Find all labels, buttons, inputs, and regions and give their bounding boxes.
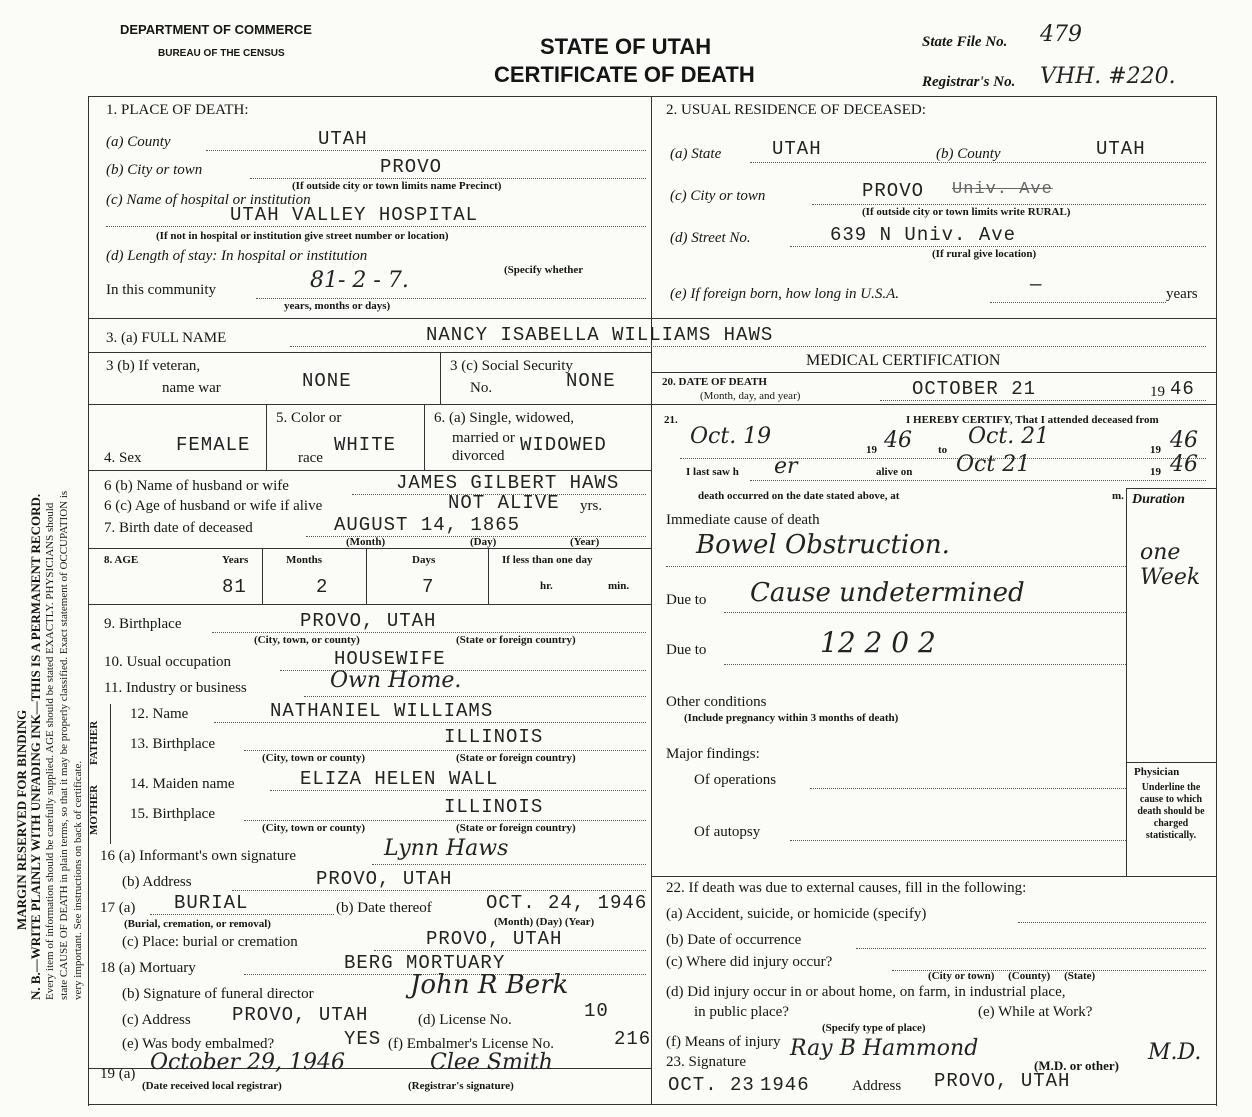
physician-label: Physician <box>1134 766 1180 778</box>
med-divider-1 <box>651 372 1216 373</box>
row-divider-3 <box>88 404 651 405</box>
external-d2-label: in public place? <box>694 1004 789 1020</box>
last-saw-label: I last saw h <box>686 466 739 478</box>
foreign-value: — <box>1030 274 1043 296</box>
dod-19: 19 <box>1150 384 1165 400</box>
state-title: STATE OF UTAH <box>540 34 712 59</box>
res-county-value: UTAH <box>1096 138 1146 160</box>
med-divider-3 <box>651 876 1216 877</box>
immediate-cause-value: Bowel Obstruction. <box>696 530 950 560</box>
county-label: (a) County <box>106 134 171 150</box>
external-b-line <box>856 948 1206 949</box>
hospital-note: (If not in hospital or institution give street number or location) <box>156 230 449 242</box>
margin-note-line3: state CAUSE OF DEATH in plain terms, so that it may be properly classified. Exact statement of OCCUPATION is <box>58 490 70 1000</box>
birth-year-note: (Year) <box>570 536 600 548</box>
res-city-note: (If outside city or town limits write RURAL) <box>862 206 1071 218</box>
birth-label: 7. Birth date of deceased <box>104 520 253 536</box>
foreign-label: (e) If foreign born, how long in U.S.A. <box>670 286 900 302</box>
res-state-label: (a) State <box>670 146 722 162</box>
burial-value: BURIAL <box>174 892 249 914</box>
frame-top <box>88 96 1216 97</box>
last-saw-hand: er <box>774 454 798 479</box>
funeral-director-signature: John R Berk <box>410 970 569 1000</box>
physician-signature: Ray B Hammond <box>790 1036 979 1061</box>
autopsy-label: Of autopsy <box>694 824 761 840</box>
res-street-line <box>790 246 1206 247</box>
birthplace-value: PROVO, UTAH <box>300 610 437 632</box>
mother-bp-value: ILLINOIS <box>444 796 544 818</box>
burial-place-label: (c) Place: burial or cremation <box>122 934 298 950</box>
spouse-age-label: 6 (c) Age of husband or wife if alive <box>104 498 323 514</box>
birthplace-note1: (City, town, or county) <box>254 634 360 646</box>
foreign-line <box>990 302 1166 303</box>
burial-label: 17 (a) <box>100 900 136 916</box>
birthplace-line <box>212 632 646 633</box>
hospital-label: (c) Name of hospital or institution <box>106 192 311 208</box>
industry-line <box>304 696 646 697</box>
informant-label: 16 (a) Informant's own signature <box>100 848 296 864</box>
age-months-label: Months <box>286 554 323 566</box>
mortuary-addr-value: PROVO, UTAH <box>232 1004 369 1026</box>
hr-label: hr. <box>540 580 553 592</box>
due-to-1-value: Cause undetermined <box>750 578 1025 608</box>
mother-name-label: 14. Maiden name <box>130 776 235 792</box>
occurred-label: death occurred on the date stated above, at <box>698 490 900 502</box>
age-days-label: Days <box>412 554 436 566</box>
license-label: (d) License No. <box>418 1012 512 1028</box>
res-city-line <box>812 204 1206 205</box>
birth-month-note: (Month) <box>346 536 386 548</box>
community-label: In this community <box>106 282 216 298</box>
row-divider-6 <box>88 604 651 605</box>
race-label: race <box>298 450 323 466</box>
spouse-name-value: JAMES GILBERT HAWS <box>396 472 620 494</box>
full-name-value: NANCY ISABELLA WILLIAMS HAWS <box>426 324 774 346</box>
mortuary-addr-label: (c) Address <box>122 1012 191 1028</box>
father-name-label: 12. Name <box>130 706 189 722</box>
cert-num: 21. <box>664 414 678 426</box>
informant-addr-value: PROVO, UTAH <box>316 868 453 890</box>
father-side-label: FATHER <box>88 720 100 765</box>
from-19: 19 <box>866 444 877 456</box>
color-value: WHITE <box>334 434 397 456</box>
md-hand: M.D. <box>1148 1040 1202 1065</box>
informant-signature: Lynn Haws <box>384 836 509 861</box>
res-street-note: (If rural give location) <box>932 248 1037 260</box>
physician-addr-value: PROVO, UTAH <box>934 1070 1071 1092</box>
yrs-label: yrs. <box>580 498 603 514</box>
informant-addr-label: (b) Address <box>122 874 192 890</box>
external-c-note: (City or town) (County) (State) <box>928 970 1096 982</box>
row-divider-4 <box>88 470 651 471</box>
age-months-value: 2 <box>316 576 329 598</box>
father-name-line <box>214 722 646 723</box>
frame-right <box>1216 96 1217 1106</box>
dod-note: (Month, day, and year) <box>700 390 801 402</box>
spouse-name-label: 6 (b) Name of husband or wife <box>104 478 289 494</box>
last-saw-year: 46 <box>1170 452 1198 477</box>
registrar-number: VHH. #220. <box>1040 64 1176 89</box>
frame-bottom <box>88 1104 1216 1105</box>
occupation-label: 10. Usual occupation <box>104 654 232 670</box>
operations-line <box>810 788 1126 789</box>
embalmer-license-value: 216 <box>614 1028 652 1050</box>
external-a-label: (a) Accident, suicide, or homicide (specify) <box>666 906 927 922</box>
saw-19: 19 <box>1150 466 1161 478</box>
community-value: 81- 2 - 7. <box>310 268 409 293</box>
age-col-divider3 <box>488 548 489 604</box>
external-a-line <box>1018 922 1206 923</box>
frame-left <box>88 96 89 1106</box>
attended-to-year: 46 <box>1170 428 1198 453</box>
community-line <box>256 298 646 299</box>
state-file-number: 479 <box>1040 22 1082 47</box>
mother-side-label: MOTHER <box>88 784 100 835</box>
age-col-divider2 <box>366 548 367 604</box>
due2-line <box>724 664 1126 665</box>
full-name-line <box>290 346 1206 347</box>
autopsy-line <box>790 840 1126 841</box>
father-bp-line <box>244 750 646 751</box>
min-label: min. <box>608 580 630 592</box>
due-to-1-label: Due to <box>666 592 707 608</box>
license-value: 10 <box>584 1000 609 1022</box>
major-findings-label: Major findings: <box>666 746 760 762</box>
other-conditions-note: (Include pregnancy within 3 months of death) <box>684 712 899 724</box>
other-conditions-label: Other conditions <box>666 694 767 710</box>
occupation-value: HOUSEWIFE <box>334 648 446 670</box>
alive-on-label: alive on <box>876 466 913 478</box>
ss-no-label: No. <box>470 380 493 396</box>
row-divider-1 <box>88 318 1216 319</box>
attended-from-year: 46 <box>884 428 912 453</box>
margin-note-line1: N. B.—WRITE PLAINLY WITH UNFADING INK—THIS IS A PERMANENT RECORD. <box>28 493 43 1000</box>
birth-day-note: (Day) <box>470 536 497 548</box>
physician-sig-label: 23. Signature <box>666 1054 746 1070</box>
registrar-note2: (Registrar's signature) <box>408 1080 514 1092</box>
community-note: years, months or days) <box>284 300 391 312</box>
external-heading: 22. If death was due to external causes, fill in the following: <box>666 880 1027 896</box>
cert-text: I HEREBY CERTIFY, That I attended deceased from <box>906 414 1159 426</box>
veteran-label: 3 (b) If veteran, <box>106 358 201 374</box>
due1-line <box>724 612 1126 613</box>
attended-from: Oct. 19 <box>690 424 772 449</box>
state-file-label: State File No. <box>922 34 1008 50</box>
res-city-struck: Univ. Ave <box>952 180 1053 199</box>
external-e-label: (e) While at Work? <box>978 1004 1093 1020</box>
mortuary-label: 18 (a) Mortuary <box>100 960 196 976</box>
foreign-years: years <box>1166 286 1198 302</box>
operations-label: Of operations <box>694 772 777 788</box>
duration-label: Duration <box>1132 492 1185 507</box>
informant-addr-line <box>232 890 646 891</box>
burial-line <box>150 914 334 915</box>
external-d-note: (Specify type of place) <box>822 1022 926 1034</box>
last-saw-line <box>750 480 1206 481</box>
row-divider-5 <box>88 548 651 549</box>
res-county-label: (b) County <box>936 146 1001 162</box>
city-value: PROVO <box>380 156 443 178</box>
county-value: UTAH <box>318 128 368 150</box>
to-19: 19 <box>1150 444 1161 456</box>
mother-bp-label: 15. Birthplace <box>130 806 215 822</box>
age-days-value: 7 <box>422 576 435 598</box>
city-line <box>250 178 646 179</box>
margin-note-line4: very important. See instructions on back of certificate. <box>72 760 84 1000</box>
attended-to: Oct. 21 <box>968 424 1050 449</box>
external-b-label: (b) Date of occurrence <box>666 932 802 948</box>
burial-note: (Burial, cremation, or removal) <box>124 918 271 930</box>
city-label: (b) City or town <box>106 162 203 178</box>
due-to-2-value: 12 2 0 2 <box>820 626 936 659</box>
mother-bp-note1: (City, town or county) <box>262 822 366 834</box>
spouse-age-value: NOT ALIVE <box>448 492 560 514</box>
dod-value: OCTOBER 21 <box>912 378 1037 400</box>
embalmer-license-label: (f) Embalmer's License No. <box>388 1036 554 1052</box>
embalmed-value: YES <box>344 1028 382 1050</box>
divorced-label: divorced <box>452 448 505 464</box>
dod-year: 46 <box>1170 378 1195 400</box>
md-note: (M.D. or other) <box>1034 1058 1119 1073</box>
burial-date-value: OCT. 24, 1946 <box>486 892 648 914</box>
immediate-cause-label: Immediate cause of death <box>666 512 820 528</box>
burial-place-line <box>374 950 646 951</box>
father-name-value: NATHANIEL WILLIAMS <box>270 700 494 722</box>
dod-label: 20. DATE OF DEATH <box>662 376 767 388</box>
external-c-label: (c) Where did injury occur? <box>666 954 833 970</box>
father-bp-note2: (State or foreign country) <box>456 752 576 764</box>
attended-to-label: to <box>938 444 948 456</box>
signature-date: OCT. 23 <box>668 1074 755 1096</box>
stay-label: (d) Length of stay: In hospital or institution <box>106 248 368 264</box>
sex-value: FEMALE <box>176 434 251 456</box>
duration-value: one Week <box>1140 540 1201 590</box>
occurred-m: m. <box>1112 490 1124 502</box>
age-col-divider1 <box>262 548 263 604</box>
signature-date-year: 1946 <box>760 1074 810 1096</box>
external-d-label: (d) Did injury occur in or about home, on farm, in industrial place, <box>666 984 1066 1000</box>
department-label: DEPARTMENT OF COMMERCE <box>120 22 312 37</box>
sex-label: 4. Sex <box>104 450 142 466</box>
registrar-note1: (Date received local registrar) <box>142 1080 282 1092</box>
physician-addr-label: Address <box>852 1078 902 1094</box>
mother-name-line <box>270 790 646 791</box>
margin-note-line2: Every item of information should be carefully supplied. AGE should be stated EXACTLY. PHYSICIANS should <box>44 502 56 1000</box>
color-label: 5. Color or <box>276 410 342 426</box>
row-divider-2 <box>88 352 651 353</box>
birthplace-note2: (State or foreign country) <box>456 634 576 646</box>
res-state-value: UTAH <box>772 138 822 160</box>
age-years-label: Years <box>222 554 249 566</box>
mother-name-value: ELIZA HELEN WALL <box>300 768 499 790</box>
dod-line <box>880 400 1206 401</box>
married-label: married or <box>452 430 515 446</box>
marital-label: 6. (a) Single, widowed, <box>434 410 574 426</box>
bureau-label: BUREAU OF THE CENSUS <box>158 48 285 59</box>
mother-bp-note2: (State or foreign country) <box>456 822 576 834</box>
specify-note: (Specify whether <box>504 264 584 276</box>
duration-col <box>1126 488 1127 876</box>
medical-heading: MEDICAL CERTIFICATION <box>806 352 1001 369</box>
ss-value: NONE <box>566 370 616 392</box>
external-f-label: (f) Means of injury <box>666 1034 781 1050</box>
registrar-signature: Clee Smith <box>430 1050 553 1075</box>
hospital-line <box>106 226 646 227</box>
mother-bp-line <box>244 820 646 821</box>
physician-top <box>1126 762 1216 763</box>
duration-top <box>1126 488 1216 489</box>
residence-heading: 2. USUAL RESIDENCE OF DECEASED: <box>666 102 926 118</box>
registrar-label: Registrar's No. <box>922 74 1016 90</box>
med-divider-2 <box>651 404 1216 405</box>
color-col-divider <box>424 404 425 470</box>
industry-value: Own Home. <box>330 668 462 693</box>
vet-col-divider <box>440 352 441 404</box>
father-bp-value: ILLINOIS <box>444 726 544 748</box>
ss-label: 3 (c) Social Security <box>450 358 573 374</box>
birth-value: AUGUST 14, 1865 <box>334 514 521 536</box>
registrar-date: October 29, 1946 <box>150 1050 346 1075</box>
city-note: (If outside city or town limits name Precinct) <box>292 180 502 192</box>
hospital-value: UTAH VALLEY HOSPITAL <box>230 204 479 226</box>
age-years-value: 81 <box>222 576 247 598</box>
burial-date-note: (Month) (Day) (Year) <box>494 916 595 928</box>
cause1-line <box>666 566 1126 567</box>
res-city-label: (c) City or town <box>670 188 766 204</box>
embalmed-label: (e) Was body embalmed? <box>122 1036 275 1052</box>
res-city-value: PROVO <box>862 180 925 202</box>
due-to-2-label: Due to <box>666 642 707 658</box>
physician-note: Underline the cause to which death should be charged statistically. <box>1137 782 1205 841</box>
certificate-title: CERTIFICATE OF DEATH <box>494 62 755 87</box>
parents-bracket <box>110 704 111 844</box>
res-street-label: (d) Street No. <box>670 230 751 246</box>
age-label: 8. AGE <box>104 554 139 566</box>
res-street-value: 639 N Univ. Ave <box>830 224 1017 246</box>
res-state-line <box>750 162 1206 163</box>
attended-line <box>680 458 1206 459</box>
place-heading: 1. PLACE OF DEATH: <box>106 102 249 118</box>
margin-reserved-text: MARGIN RESERVED FOR BINDING <box>14 709 29 930</box>
center-divider <box>651 96 652 1104</box>
funeral-director-label: (b) Signature of funeral director <box>122 986 314 1002</box>
industry-label: 11. Industry or business <box>104 680 247 696</box>
last-saw-date: Oct 21 <box>956 452 1031 477</box>
name-war-label: name war <box>162 380 221 396</box>
mortuary-value: BERG MORTUARY <box>344 952 506 974</box>
veteran-value: NONE <box>302 370 352 392</box>
informant-line <box>372 864 646 865</box>
less-than-day-label: If less than one day <box>502 554 593 566</box>
father-bp-note1: (City, town or county) <box>262 752 366 764</box>
county-line <box>206 150 646 151</box>
marital-value: WIDOWED <box>520 434 607 456</box>
burial-place-value: PROVO, UTAH <box>426 928 563 950</box>
registrar-row-label: 19 (a) <box>100 1066 136 1082</box>
father-bp-label: 13. Birthplace <box>130 736 215 752</box>
sex-col-divider <box>266 404 267 470</box>
birthplace-label: 9. Birthplace <box>104 616 182 632</box>
burial-date-label: (b) Date thereof <box>336 900 432 916</box>
full-name-label: 3. (a) FULL NAME <box>106 330 227 346</box>
